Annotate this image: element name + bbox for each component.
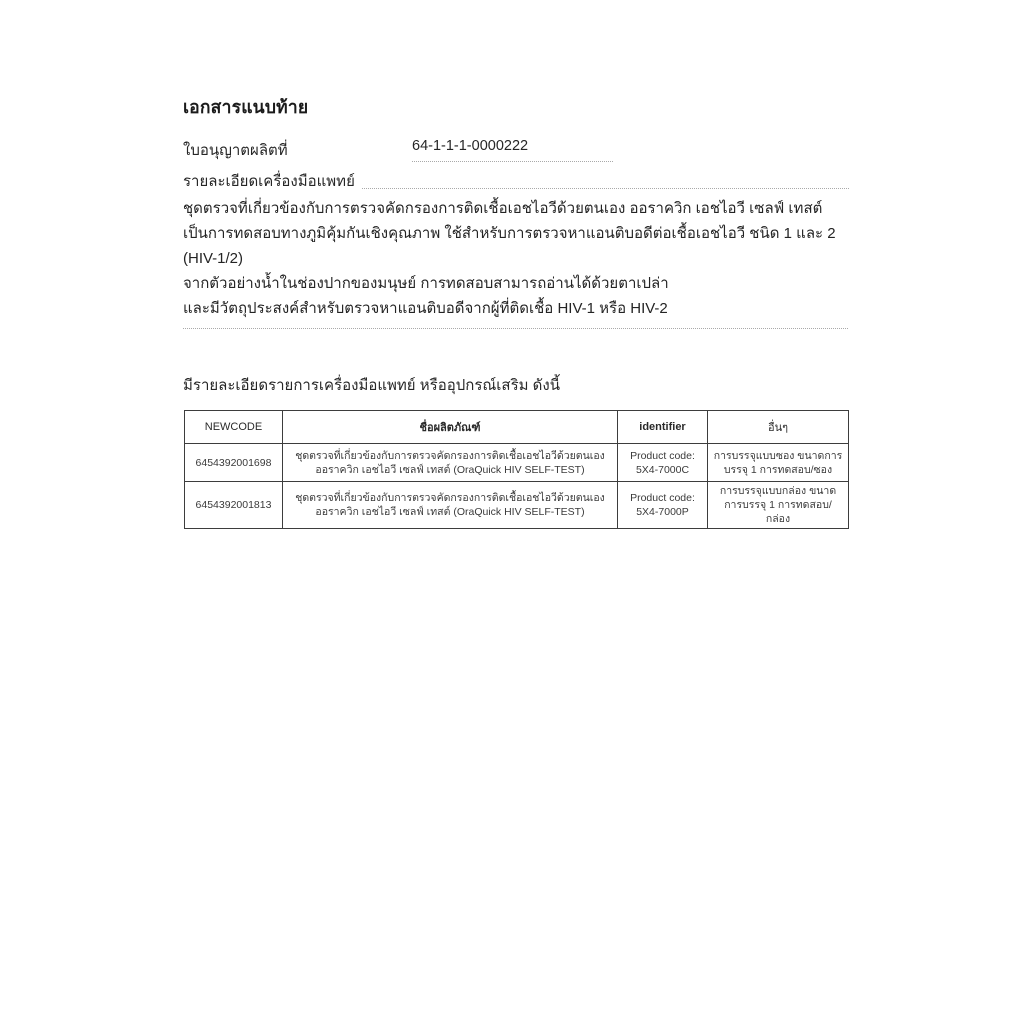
col-header-product-name: ชื่อผลิตภัณฑ์ xyxy=(283,411,618,444)
product-name-cell: ชุดตรวจที่เกี่ยวข้องกับการตรวจคัดกรองการติดเชื้อเอชไอวีด้วยตนเอง ออราควิก เอชไอวี เซลฟ์ เทสต์ (OraQuick HIV SELF-TEST) xyxy=(283,482,618,529)
device-description xyxy=(183,196,849,321)
identifier-cell: Product code: 5X4-7000C xyxy=(618,444,708,482)
newcode-cell: 6454392001698 xyxy=(185,444,283,482)
table-row xyxy=(185,444,849,482)
description-line: ชุดตรวจที่เกี่ยวข้องกับการตรวจคัดกรองการติดเชื้อเอชไอวีด้วยตนเอง ออราควิก เอชไอวี เซลฟ์ เทสต์ xyxy=(183,200,823,217)
table-header-row xyxy=(185,411,849,444)
license-number-label: ใบอนุญาตผลิตที่ xyxy=(183,142,288,159)
description-line: และมีวัตถุประสงค์สำหรับตรวจหาแอนติบอดีจากผู้ที่ติดเชื้อ HIV-1 หรือ HIV-2 xyxy=(183,300,668,317)
dotted-fill-line xyxy=(362,188,849,189)
license-number-row xyxy=(183,138,849,162)
products-table xyxy=(184,410,849,529)
col-header-newcode: NEWCODE xyxy=(185,411,283,444)
col-header-other: อื่นๆ xyxy=(708,411,849,444)
packaging-cell: การบรรจุแบบซอง ขนาดการบรรจุ 1 การทดสอบ/ซอง xyxy=(708,444,849,482)
product-name-cell: ชุดตรวจที่เกี่ยวข้องกับการตรวจคัดกรองการติดเชื้อเอชไอวีด้วยตนเอง ออราควิก เอชไอวี เซลฟ์ เทสต์ (OraQuick HIV SELF-TEST) xyxy=(283,444,618,482)
col-header-identifier: identifier xyxy=(618,411,708,444)
document-page xyxy=(183,93,849,529)
page-title: เอกสารแนบท้าย xyxy=(183,97,309,117)
packaging-cell: การบรรจุแบบกล่อง ขนาดการบรรจุ 1 การทดสอบ/กล่อง xyxy=(708,482,849,529)
table-row xyxy=(185,482,849,529)
identifier-cell: Product code: 5X4-7000P xyxy=(618,482,708,529)
dotted-divider xyxy=(183,328,848,329)
newcode-cell: 6454392001813 xyxy=(185,482,283,529)
table-intro-text: มีรายละเอียดรายการเครื่องมือแพทย์ หรืออุปกรณ์เสริม ดังนี้ xyxy=(183,377,560,394)
device-detail-label: รายละเอียดเครื่องมือแพทย์ xyxy=(183,173,355,190)
license-number-value: 64-1-1-1-0000222 xyxy=(412,138,613,162)
device-detail-row xyxy=(183,169,849,193)
description-line: เป็นการทดสอบทางภูมิคุ้มกันเชิงคุณภาพ ใช้สำหรับการตรวจหาแอนติบอดีต่อเชื้อเอชไอวี ชนิด 1 และ 2 (HIV-1/2) xyxy=(183,225,836,267)
description-line: จากตัวอย่างน้ำในช่องปากของมนุษย์ การทดสอบสามารถอ่านได้ด้วยตาเปล่า xyxy=(183,275,669,292)
